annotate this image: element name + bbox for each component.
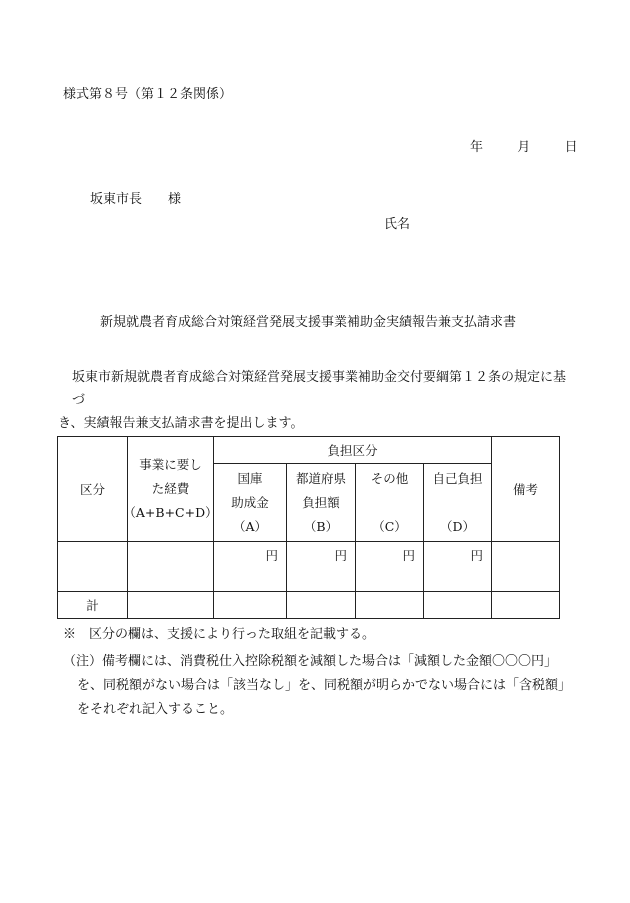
cell-self-yen[interactable]: 円 — [424, 542, 492, 592]
cell-total-cost[interactable] — [128, 592, 214, 619]
cell-category[interactable] — [58, 542, 128, 592]
body-text — [58, 366, 578, 435]
header-national-subsidy — [214, 464, 287, 542]
header-project-cost — [123, 437, 218, 542]
body-line: き、実績報告兼支払請求書を提出します。 — [58, 416, 304, 431]
header-burden-group: 負担区分 — [214, 437, 492, 464]
document-title: 新規就農者育成総合対策経営発展支援事業補助金実績報告兼支払請求書 — [100, 315, 517, 330]
cell-project-cost[interactable] — [128, 542, 214, 592]
form-number: 様式第８号（第１２条関係） — [63, 87, 233, 102]
header-cost-formula: （A+B+C+D） — [123, 505, 218, 520]
cell-other-yen[interactable]: 円 — [356, 542, 424, 592]
header-label-code: （B） — [303, 518, 339, 534]
header-prefecture-burden — [287, 464, 356, 542]
date-day-label: 日 — [564, 140, 578, 155]
note-line: （注）備考欄には、消費税仕入控除税額を減額した場合は「減額した金額〇〇〇円」 — [63, 654, 558, 669]
header-label-line: 助成金 — [231, 494, 269, 510]
note-line: をそれぞれ記入すること。 — [77, 702, 234, 717]
header-self-burden — [424, 464, 492, 542]
header-label-line: 国庫 — [237, 470, 263, 486]
addressee: 坂東市長 様 — [90, 192, 182, 207]
header-label-line: 負担額 — [302, 494, 340, 510]
table-header-row — [58, 437, 560, 464]
header-label-code: （D） — [439, 518, 476, 534]
note-line: を、同税額がない場合は「該当なし」を、同税額が明らかでない場合には「含税額」 — [77, 678, 572, 693]
note-remarks — [63, 650, 583, 722]
cell-total-national[interactable] — [214, 592, 287, 619]
cell-total-prefecture[interactable] — [287, 592, 356, 619]
cell-total-self[interactable] — [424, 592, 492, 619]
header-cost-line: 事業に要し — [139, 457, 202, 472]
cell-remarks[interactable] — [492, 542, 560, 592]
cell-prefecture-yen[interactable]: 円 — [287, 542, 356, 592]
header-label-code: （A） — [232, 518, 268, 534]
header-other — [356, 464, 424, 542]
table-row — [58, 542, 560, 592]
header-label-line: 自己負担 — [432, 470, 483, 486]
cell-total-other[interactable] — [356, 592, 424, 619]
header-cost-line: た経費 — [151, 481, 190, 496]
total-label: 計 — [58, 592, 128, 619]
date-year-label: 年 — [470, 140, 484, 155]
date-line — [470, 136, 578, 155]
header-label-line: 都道府県 — [295, 470, 346, 486]
body-line: 坂東市新規就農者育成総合対策経営発展支援事業補助金交付要綱第１２条の規定に基づ — [72, 370, 567, 408]
note-category: ※ 区分の欄は、支援により行った取組を記載する。 — [63, 627, 376, 642]
report-table — [57, 436, 560, 619]
header-label-code: （C） — [372, 518, 407, 534]
header-category: 区分 — [58, 437, 128, 542]
table-total-row — [58, 592, 560, 619]
applicant-name-label: 氏名 — [384, 217, 411, 232]
header-label-line: その他 — [370, 470, 409, 486]
cell-national-yen[interactable]: 円 — [214, 542, 287, 592]
date-month-label: 月 — [517, 140, 531, 155]
cell-total-remarks[interactable] — [492, 592, 560, 619]
header-remarks: 備考 — [492, 437, 560, 542]
